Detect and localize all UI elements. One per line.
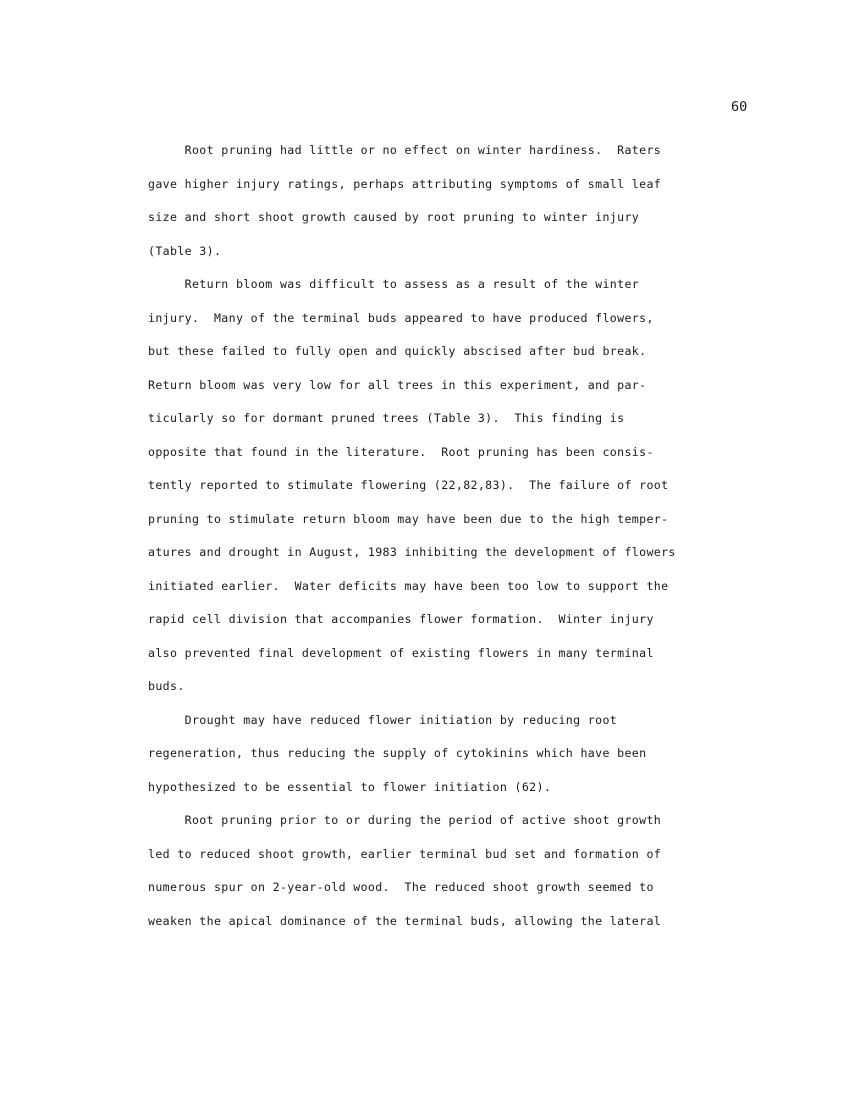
page-number: 60	[731, 99, 748, 115]
body-text	[148, 134, 768, 938]
text-line: but these failed to fully open and quickly abscised after bud break.	[148, 344, 647, 358]
text-line: (Table 3).	[148, 243, 222, 258]
text-line: also prevented final development of existing flowers in many terminal	[148, 645, 654, 660]
text-line: Return bloom was very low for all trees in this experiment, and par-	[148, 377, 647, 392]
text-line: opposite that found in the literature. Root pruning has been consis-	[148, 444, 654, 459]
text-line: injury. Many of the terminal buds appeared to have produced flowers,	[148, 310, 654, 325]
text-line: initiated earlier. Water deficits may have been too low to support the	[148, 578, 669, 593]
text-line: buds.	[148, 679, 185, 693]
text-line: pruning to stimulate return bloom may have been due to the high temper-	[148, 511, 669, 526]
text-line: weaken the apical dominance of the terminal buds, allowing the lateral	[148, 913, 662, 928]
text-line: ticularly so for dormant pruned trees (Table 3). This finding is	[148, 411, 625, 425]
text-line: Drought may have reduced flower initiation by reducing root	[148, 712, 618, 727]
text-line: rapid cell division that accompanies flower formation. Winter injury	[148, 612, 654, 626]
text-line: regeneration, thus reducing the supply of cytokinins which have been	[148, 746, 647, 760]
text-line: numerous spur on 2-year-old wood. The reduced shoot growth seemed to	[148, 880, 654, 894]
text-line: size and short shoot growth caused by root pruning to winter injury	[148, 210, 640, 224]
text-line: hypothesized to be essential to flower initiation (62).	[148, 779, 552, 794]
text-line: led to reduced shoot growth, earlier terminal bud set and formation of	[148, 846, 662, 861]
text-line: gave higher injury ratings, perhaps attributing symptoms of small leaf	[148, 176, 662, 191]
text-line: atures and drought in August, 1983 inhibiting the development of flowers	[148, 545, 676, 559]
text-line: Root pruning had little or no effect on winter hardiness. Raters	[148, 143, 662, 157]
text-line: tently reported to stimulate flowering (22,82,83). The failure of root	[148, 478, 669, 492]
text-line: Root pruning prior to or during the period of active shoot growth	[148, 813, 662, 827]
text-line: Return bloom was difficult to assess as a result of the winter	[148, 277, 640, 291]
